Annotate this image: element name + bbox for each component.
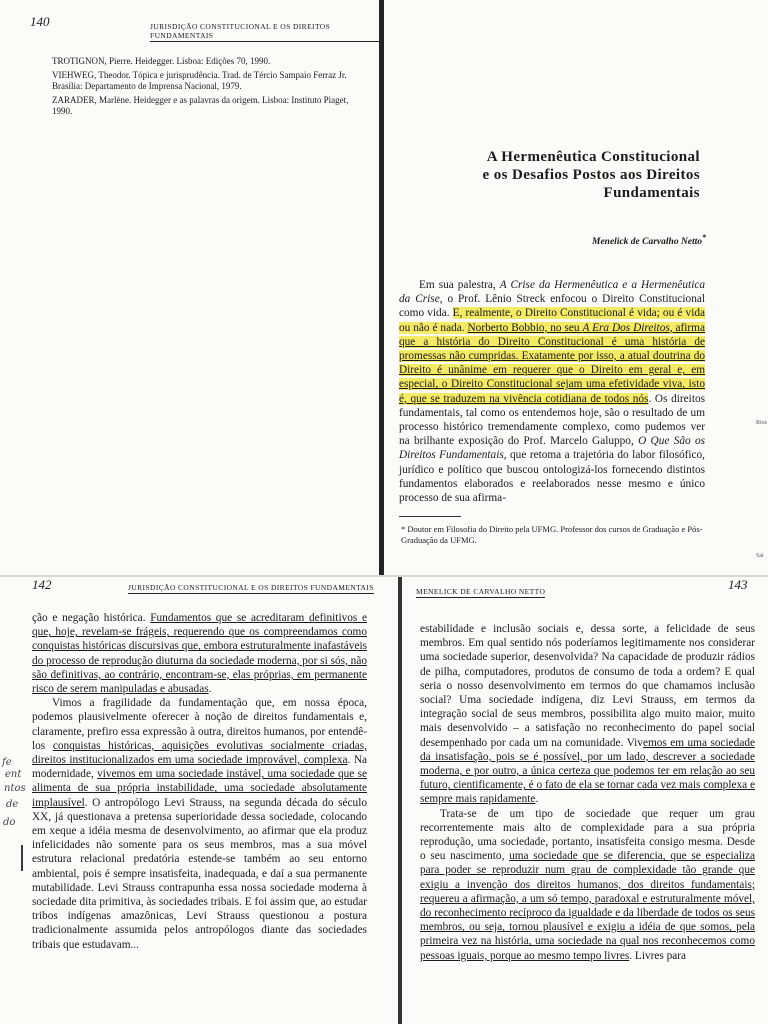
highlighted-text: E, realmente, o Direito Constitucional é vida; ou é vida ou não é nada. — [399, 307, 705, 334]
talk-title: O Que São os Direitos Fundamentais — [399, 435, 705, 462]
paragraph — [32, 611, 367, 696]
footnote-marker: * — [702, 233, 706, 242]
text-run: . Os direitos fundamentais, tal como os entendemos hoje, são o resultado de um processo histórico tremendamente complexo, como pudemos ver na brilhante exposição do Prof. Marcelo Galuppo, — [399, 392, 706, 448]
running-head: JURISDIÇÃO CONSTITUCIONAL E OS DIREITOS FUNDAMENTAIS — [150, 22, 382, 42]
page-141 — [384, 0, 768, 575]
page-number: 143 — [728, 577, 748, 592]
talk-title: A Crise da Hermenêutica e a Hermenêutica da Crise — [399, 279, 705, 306]
underlined-text: conquistas históricas, aquisições evolutivas socialmente criadas, direitos institucionalizados em uma sociedade improvável, complexa — [32, 739, 367, 767]
chapter-title-line: A Hermenêutica Constitucional — [486, 149, 700, 165]
handwritten-note: fe — [2, 757, 12, 768]
underlined-text: emos em uma sociedade da insatisfação, pois se é possível, por um lado, descrever a sociedade moderna, e por outro, a única certeza que podemos ter em relação ao seu futuro, cientificamente, é o fato de ela se tornar cada vez mais complexa e sempre mais rapidamente — [420, 736, 755, 806]
text-run: . — [208, 683, 212, 696]
body-text — [420, 622, 755, 963]
paragraph — [399, 278, 705, 505]
chapter-title-line: Fundamentais — [603, 185, 700, 201]
text-run: , o Prof. Lênio Streck enfocou o Direito Constitucional como vida. — [399, 293, 705, 320]
page-number: 142 — [32, 577, 52, 592]
text-run: . Livres para — [629, 949, 687, 962]
chapter-title — [402, 148, 700, 202]
page-142 — [0, 577, 398, 1024]
text-run: estabilidade e inclusão sociais e, dessa sorte, a felicidade de seus membros. Em qual sentido nós poderíamos legitimamente nos considerar uma sociedade superior, desenvolvida? Na capacidade de produzir rádios de pilha, computadores, produtos de consumo de toda a ordem? E qual seria o nosso desenvolvimento em termos do que chamamos inclusão social? Uma sociedade indígena, diz Levi Strauss, em termos da integração social de seus membros, possibilita algo muito maior, muito mais desenvolvido – a satisfação no reconhecimento do papel social desempenhado por cada um na comunidade. Viv — [420, 623, 755, 749]
footnote-rule — [399, 516, 461, 517]
underlined-text: vivemos em uma sociedade instável, uma sociedade que se alimenta de sua própria instabilidade, uma sociedade absolutamente implausível — [32, 768, 367, 809]
reference-item: VIEHWEG, Theodor. Tópica e jurisprudência. Trad. de Tércio Sampaio Ferraz Jr. Brasília: Departamento de Imprensa Nacional, 1979. — [52, 70, 347, 91]
text-run: ção e negação histórica. — [32, 612, 151, 624]
author-name — [444, 233, 706, 247]
page-number: 140 — [30, 14, 50, 29]
handwritten-note: de — [6, 799, 19, 810]
text-run: , que retoma a trajetória do labor filosófico, jurídico e político que buscou ontologizá-los fornecendo distintos fundamentos elaborados e reelaborados nesse mesmo e único processo de sua afirma- — [399, 449, 705, 505]
handwritten-note: ntos — [4, 783, 26, 794]
underlined-text: uma sociedade que se diferencia, que se especializa para poder se reproduzir num grau de complexidade tão grande que exigiu a invenção dos direitos humanos, dos direitos fundamentais; requereu a afirmação, a um só tempo, paradoxal e estruturalmente móvel, do reconhecimento recíproco da igualdade e da liberdade de todos os seus membros, ou seja, tornou plausível e exigiu a idéia de que somos, pela primeira vez na história, uma sociedade na qual nos reconhecemos como pessoas iguais, porque ao mesmo tempo livres — [420, 850, 756, 962]
running-head: MENELICK DE CARVALHO NETTO — [416, 587, 546, 596]
reference-item: TROTIGNON, Pierre. Heidegger. Lisboa: Edições 70, 1990. — [52, 56, 271, 66]
text-run: . Na modernidade, — [32, 754, 368, 781]
edge-text: Sai — [756, 553, 764, 559]
handwritten-note: do — [3, 817, 16, 828]
book-gutter — [379, 0, 384, 575]
text-run: . — [535, 793, 539, 806]
page-140 — [0, 0, 382, 575]
text-run: Vimos a fragilidade da fundamentação que, em nossa época, podemos plausivelmente oferecer à noção de direitos fundamentais e, claramente, prefiro essa expressão à outra, direitos humanos, por entendê-los — [32, 697, 367, 752]
text-run: Em sua palestra, — [419, 279, 500, 291]
book-title: A Era Dos Direitos — [582, 321, 670, 334]
references-list — [52, 56, 364, 120]
reference-item: ZARADER, Marlène. Heidegger e as palavras da origem. Lisboa: Instituto Piaget, 1990. — [52, 95, 349, 116]
running-head: JURISDIÇÃO CONSTITUCIONAL E OS DIREITOS FUNDAMENTAIS — [128, 583, 374, 592]
text-run: Trata-se de um tipo de sociedade que requer um grau recorrentemente mais alto de complexidade para a sua própria reprodução, uma sociedade, portanto, insatisfeita consigo mesma. Desde o seu nascimento, — [420, 807, 755, 863]
paragraph — [32, 696, 367, 952]
highlighted-text: Norberto Bobbio, no seu — [467, 321, 583, 334]
text-run: . O antropólogo Levi Strauss, na segunda década do século XX, já questionava a pretensa superioridade dessa sociedade, colocando em xeque a idéia mesma de desenvolvimento, ao afirmar que ela produz infelicidades não somente para os seus membros, mas a sua móvel estrutura relacional predatória estende-se também ao seu entorno ambiental, pois é sempre insatisfeita, inadequada, e daí a sua permanente mutabilidade. Levi Strauss contrapunha essa nossa sociedade moderna à sociedade dita primitiva, às sociedades tribais. E foi assim que, ao estudar tribos indígenas amazônicas, Levi Strauss questionou a postura tradicionalmente assumida pelos antropólogos diante das sociedades tribais que estudavam... — [32, 796, 367, 951]
author-text: Menelick de Carvalho Netto — [592, 237, 703, 248]
scan-separator — [0, 575, 768, 577]
body-text — [399, 278, 705, 505]
paragraph — [420, 622, 755, 807]
chapter-title-line: e os Desafios Postos aos Direitos — [482, 167, 700, 183]
margin-mark — [21, 845, 23, 871]
handwritten-note: ent — [5, 769, 22, 780]
underlined-text: Fundamentos que se acreditaram definitivos e que, hoje, revelam-se frágeis, requerendo que os compreendamos como conquistas históricas discursivas que, embora estruturalmente inafastáveis do processo de reprodução diuturna da sociedade moderna, por si sós, não são definitivas, ao contrário, encontram-se, elas próprias, em permanente risco de serem manipuladas e abusadas — [32, 612, 367, 696]
page-143 — [402, 577, 768, 1024]
body-text — [32, 611, 367, 952]
highlighted-text: , afirma que a história do Direito Constitucional é uma história de promessas não cumpridas. Exatamente por isso, a atual doutrina do Direito é unânime em requerer que o Direito em geral e, em especial, o Direito Constitucional sejam uma efetividade viva, isto é, que se traduzem na vivência cotidiana de todos nós — [399, 321, 705, 405]
book-gutter — [398, 577, 402, 1024]
footnote: * Doutor em Filosofia do Direito pela UFMG. Professor dos cursos de Graduação e Pós-Graduação da UFMG. — [401, 524, 703, 545]
edge-text: Rios — [756, 420, 768, 426]
paragraph — [420, 807, 755, 963]
